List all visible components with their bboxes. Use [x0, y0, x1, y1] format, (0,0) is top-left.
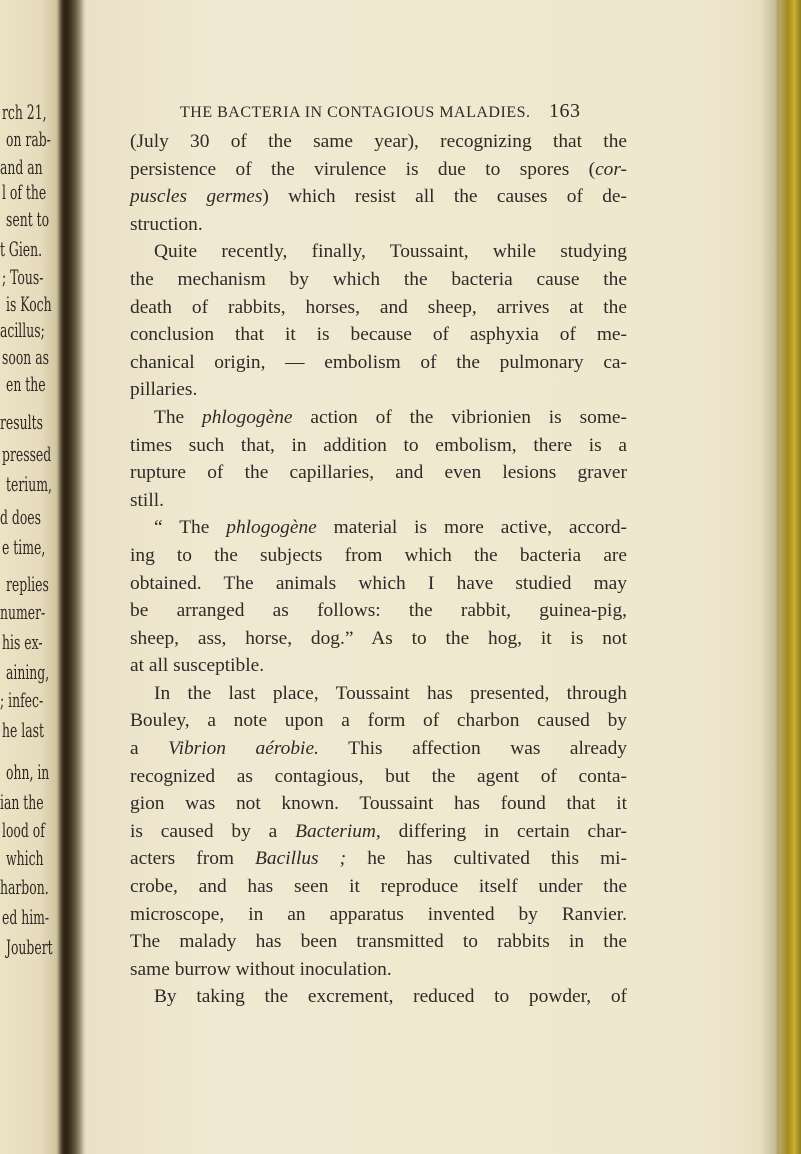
text-line [130, 542, 627, 570]
left-page-fragment: he last [2, 718, 44, 742]
text-run: he has cultivated this mi- [346, 848, 627, 870]
left-page-fragment: ; infec- [0, 688, 44, 712]
text-line [130, 211, 627, 239]
left-page-fragment: ed him- [2, 905, 50, 929]
text-run: conclusion that it is because of asphyxia of me- [130, 324, 627, 346]
left-page-fragment: pressed [2, 442, 52, 466]
italic-term: Bacillus ; [255, 848, 347, 870]
text-run: gion was not known. Toussaint has found that it [130, 793, 627, 815]
text-run: chanical origin, — embolism of the pulmonary ca- [130, 351, 627, 373]
text-line [130, 652, 627, 680]
left-page-fragment: replies [6, 572, 49, 596]
text-line [130, 735, 627, 763]
left-page-fragment: en the [6, 372, 46, 396]
text-line [130, 956, 627, 984]
text-line [130, 432, 627, 460]
left-page-fragment: harbon. [0, 875, 49, 899]
text-run: still. [130, 489, 164, 511]
text-run: ing to the subjects from which the bacteria are [130, 544, 627, 566]
page-body-text [130, 128, 627, 1011]
left-page-fragment: results [0, 410, 43, 434]
text-line [130, 487, 627, 515]
text-run: obtained. The animals which I have studied may [130, 572, 627, 594]
book-gutter-shadow [56, 0, 86, 1154]
left-page-fragment: ohn, in [6, 760, 50, 784]
italic-term: puscles germes [130, 186, 263, 208]
left-page-fragment: d does [0, 505, 41, 529]
left-page-fragment: and an [0, 155, 43, 179]
text-run: at all susceptible. [130, 655, 265, 677]
left-page-fragment: t Gien. [0, 237, 43, 261]
text-run: Bouley, a note upon a form of charbon caused by [130, 710, 627, 732]
text-run: times such that, in addition to embolism, there is a [130, 434, 627, 456]
text-line [130, 790, 627, 818]
text-run: is caused by a [130, 820, 296, 842]
text-run: struction. [130, 213, 203, 235]
page-edge-binding [779, 0, 801, 1154]
text-line [130, 514, 627, 542]
text-line [130, 266, 627, 294]
text-run: persistence of the virulence is due to spores ( [130, 158, 596, 180]
left-page-margin-fragments [0, 100, 62, 1100]
running-head [180, 100, 720, 123]
text-line [130, 680, 627, 708]
text-run: The [154, 406, 203, 428]
text-run: (July 30 of the same year), recognizing that the [130, 131, 627, 152]
text-line [130, 818, 627, 846]
left-page-fragment: his ex- [2, 630, 43, 654]
italic-term: phlogogène [202, 406, 293, 428]
text-line [130, 459, 627, 487]
text-run: a [130, 738, 169, 760]
text-line [130, 156, 627, 184]
left-page-fragment: aining, [6, 660, 50, 684]
text-run: material is more active, accord- [316, 517, 627, 539]
text-run: This affection was already [318, 738, 627, 760]
text-line [130, 763, 627, 791]
text-line [130, 707, 627, 735]
text-line [130, 183, 627, 211]
text-run: differing in certain char- [380, 820, 627, 842]
italic-term: cor- [595, 158, 627, 180]
text-run: the mechanism by which the bacteria cause the [130, 268, 627, 290]
text-run: By taking the excrement, reduced to powder, of [154, 986, 627, 1008]
text-line [130, 983, 627, 1011]
text-run: be arranged as follows: the rabbit, guinea-pig, [130, 600, 627, 622]
text-line [130, 597, 627, 625]
text-run: rupture of the capillaries, and even lesions graver [130, 462, 627, 484]
text-line [130, 376, 627, 404]
left-page-fragment: on rab- [6, 127, 51, 151]
text-line [130, 128, 627, 156]
text-run: ) which resist all the causes of de- [262, 186, 627, 208]
text-line [130, 404, 627, 432]
text-run: pillaries. [130, 379, 198, 401]
text-run: The malady has been transmitted to rabbits in the [130, 931, 627, 953]
left-page-fragment: l of the [2, 180, 47, 204]
italic-term: phlogogène [226, 517, 317, 539]
text-run: In the last place, Toussaint has presented, through [154, 682, 627, 704]
left-page-fragment: soon as [2, 345, 49, 369]
left-page-fragment: numer- [0, 600, 46, 624]
italic-term: Bacterium, [295, 820, 381, 842]
text-line [130, 294, 627, 322]
left-page-fragment: acillus; [0, 318, 45, 342]
page-number: 163 [548, 100, 581, 122]
running-head-title: THE BACTERIA IN CONTAGIOUS MALADIES. [180, 104, 531, 121]
text-line [130, 625, 627, 653]
text-line [130, 321, 627, 349]
left-page-fragment: sent to [6, 207, 50, 231]
left-page-fragment: which [6, 846, 44, 870]
left-page-fragment: ; Tous- [2, 265, 44, 289]
text-run: acters from [130, 848, 256, 870]
left-page-fragment: Joubert [6, 935, 53, 959]
text-run: recognized as contagious, but the agent of conta- [130, 765, 627, 787]
left-page-fragment: rch 21, [2, 100, 47, 124]
text-line [130, 901, 627, 929]
text-run: sheep, ass, horse, dog.” As to the hog, it is not [130, 627, 627, 649]
left-page-fragment: is Koch [6, 292, 52, 316]
italic-term: Vibrion aérobie. [168, 738, 319, 760]
text-run: death of rabbits, horses, and sheep, arrives at the [130, 296, 627, 318]
text-run: “ The [154, 517, 227, 539]
text-line [130, 349, 627, 377]
book-page [90, 0, 770, 1154]
text-run: action of the vibrionien is some- [292, 406, 627, 428]
text-run: same burrow without inoculation. [130, 958, 392, 980]
text-run: microscope, in an apparatus invented by Ranvier. [130, 903, 627, 925]
text-run: crobe, and has seen it reproduce itself under the [130, 876, 627, 898]
left-page-fragment: lood of [2, 818, 45, 842]
text-line [130, 928, 627, 956]
left-page-fragment: e time, [2, 535, 46, 559]
left-page-fragment: ian the [0, 790, 44, 814]
text-line [130, 570, 627, 598]
text-line [130, 238, 627, 266]
left-page-fragment: terium, [6, 472, 52, 496]
text-line [130, 845, 627, 873]
text-run: Quite recently, finally, Toussaint, while studying [154, 241, 627, 263]
text-line [130, 873, 627, 901]
